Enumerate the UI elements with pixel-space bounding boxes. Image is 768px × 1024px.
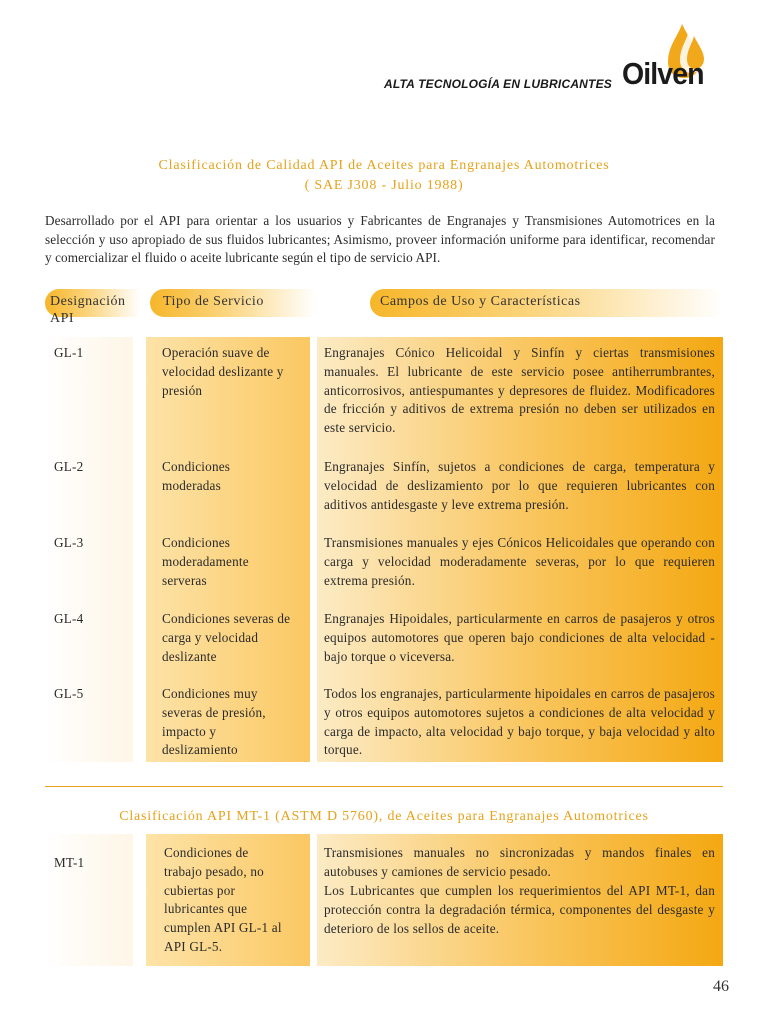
row-code: GL-3 bbox=[54, 535, 84, 550]
row-code: GL-2 bbox=[54, 459, 84, 474]
mt-code: MT-1 bbox=[54, 855, 85, 870]
column-header-fields: Campos de Uso y Características bbox=[380, 294, 581, 309]
mt-section-title: Clasificación API MT-1 (ASTM D 5760), de Aceites para Engranajes Automotrices bbox=[119, 809, 649, 824]
row-code: GL-5 bbox=[54, 686, 84, 701]
mt-description-2: Los Lubricantes que cumplen los requerimientos del API MT-1, dan protección contra la degradación térmica, componentes del desgaste y deterioro de los sellos de aceite. bbox=[324, 883, 715, 936]
row-description: Engranajes Sinfín, sujetos a condiciones de carga, temperatura y velocidad de deslizamiento por lo que requieren lubricantes con aditivos antidesgaste y leve extrema presión. bbox=[324, 459, 715, 512]
row-service: Condiciones muy severas de presión, impacto y deslizamiento bbox=[162, 686, 266, 758]
mt-service: Condiciones de trabajo pesado, no cubiertas por lubricantes que cumplen API GL-1 al API GL-5. bbox=[164, 845, 282, 954]
page-subtitle: ( SAE J308 - Julio 1988) bbox=[304, 178, 464, 193]
row-description: Todos los engranajes, particularmente hipoidales en carros de pasajeros y otros equipos automotores sujetos a condiciones de alta velocidad y carga de impacto, alta velocidad y bajo torque, y baja velocidad y alto torque. bbox=[324, 686, 715, 758]
page-number: 46 bbox=[713, 978, 729, 995]
row-description: Transmisiones manuales y ejes Cónicos Helicoidales que operando con carga y velocidad moderadamente severas, por lo que requieren extrema presión. bbox=[324, 535, 715, 588]
intro-paragraph: Desarrollado por el API para orientar a los usuarios y Fabricantes de Engranajes y Transmisiones Automotrices en la selección y uso apropiado de sus fluidos lubricantes; Asimismo, proveer información uniforme para identificar, recomendar y comercializar el fluido o aceite lubricante según el tipo de servicio API. bbox=[45, 213, 715, 265]
logo-wordmark: Oilven bbox=[622, 56, 704, 91]
column-header-designation: Designación API bbox=[50, 294, 126, 326]
row-service: Condiciones severas de carga y velocidad deslizante bbox=[162, 611, 291, 664]
row-description: Engranajes Hipoidales, particularmente en carros de pasajeros y otros equipos automotores que operen bajo condiciones de alta velocidad - bajo torque o viceversa. bbox=[324, 611, 715, 664]
column-header-service: Tipo de Servicio bbox=[163, 294, 264, 309]
row-code: GL-1 bbox=[54, 345, 84, 360]
row-code: GL-4 bbox=[54, 611, 84, 626]
header-tagline: ALTA TECNOLOGÍA EN LUBRICANTES bbox=[384, 77, 612, 91]
mt-description-1: Transmisiones manuales no sincronizadas y mandos finales en autobuses y camiones de servicio pesado. bbox=[324, 845, 715, 879]
section-divider bbox=[45, 786, 723, 787]
row-service: Condiciones moderadamente serveras bbox=[162, 535, 249, 588]
page-title: Clasificación de Calidad API de Aceites para Engranajes Automotrices bbox=[158, 158, 610, 173]
row-service: Condiciones moderadas bbox=[162, 459, 231, 493]
row-service: Operación suave de velocidad deslizante y presión bbox=[162, 345, 284, 398]
row-description: Engranajes Cónico Helicoidal y Sinfín y ciertas transmisiones manuales. El lubricante de este servicio posee antiherrumbrantes, anticorrosivos, antiespumantes y depresores de fluidez. Modificadores de fricción y aditivos de extrema presión no deben ser utilizados en este servicio. bbox=[324, 345, 715, 436]
